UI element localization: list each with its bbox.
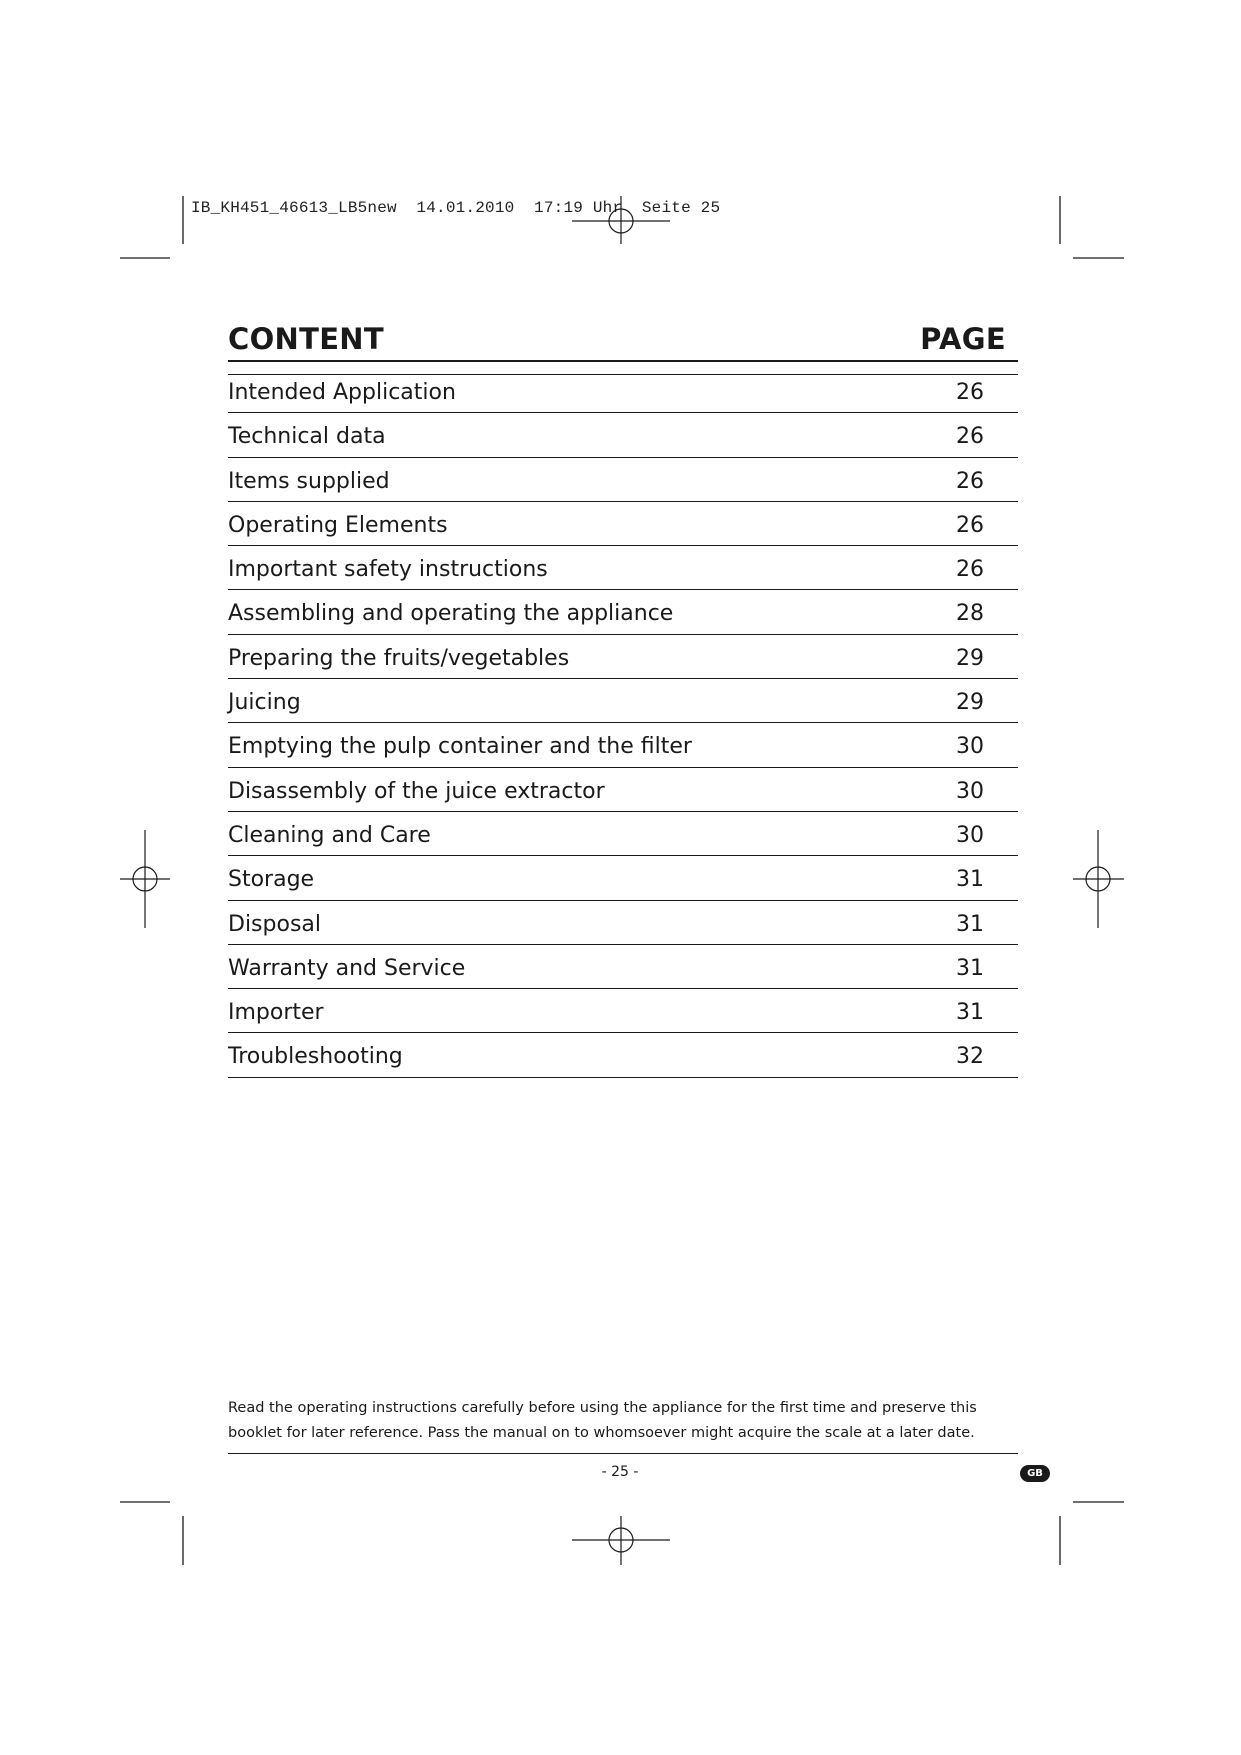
toc-entry-title: Juicing <box>228 690 301 716</box>
toc-entry-page: 26 <box>956 512 984 538</box>
toc-entry-title: Troubleshooting <box>228 1044 403 1070</box>
page-number: - 25 - <box>601 1464 639 1480</box>
toc-entry-title: Operating Elements <box>228 512 448 538</box>
toc-entry-title: Intended Application <box>228 380 456 405</box>
toc-entry[interactable] <box>228 729 1018 767</box>
toc-entry-page: 31 <box>956 911 984 937</box>
toc-entry-page: 30 <box>956 734 984 760</box>
toc-entry[interactable] <box>228 552 1018 590</box>
footer-note-line-2: booklet for later reference. Pass the manual on to whomsoever might acquire the scale at a later date. <box>228 1425 975 1441</box>
toc-entry-page: 30 <box>956 778 984 804</box>
footer-divider <box>228 1453 1018 1454</box>
toc-entry-title: Disposal <box>228 911 321 937</box>
toc-entry-title: Emptying the pulp container and the filter <box>228 734 692 760</box>
toc-entry[interactable] <box>228 508 1018 546</box>
toc-entry-title: Importer <box>228 1000 324 1026</box>
toc-entry[interactable] <box>228 1039 1018 1077</box>
toc-entry[interactable] <box>228 419 1018 457</box>
toc-entry-page: 29 <box>956 690 984 716</box>
toc-entry[interactable] <box>228 907 1018 945</box>
toc-entry[interactable] <box>228 995 1018 1033</box>
registration-mark-bottom <box>572 1516 670 1565</box>
footer-note-line-1: Read the operating instructions carefully before using the appliance for the first time and preserve this <box>228 1400 977 1416</box>
registration-mark-top <box>572 196 670 244</box>
toc-entry-title: Cleaning and Care <box>228 822 431 848</box>
toc-entry-page: 31 <box>956 867 984 893</box>
toc-entry-page: 26 <box>956 424 984 450</box>
toc-entry[interactable] <box>228 818 1018 856</box>
toc-list <box>228 374 1018 1084</box>
toc-entry[interactable] <box>228 685 1018 723</box>
toc-entry-page: 26 <box>956 468 984 494</box>
toc-entry-title: Technical data <box>228 424 386 450</box>
print-slug: IB_KH451_46613_LB5new 14.01.2010 17:19 Uhr Seite 25 <box>191 199 721 217</box>
toc-entry[interactable] <box>228 951 1018 989</box>
toc-entry-title: Disassembly of the juice extractor <box>228 778 605 804</box>
toc-entry-title: Important safety instructions <box>228 557 548 583</box>
toc-entry-title: Preparing the fruits/vegetables <box>228 645 570 671</box>
toc-entry[interactable] <box>228 375 1018 413</box>
registration-mark-right <box>1073 830 1124 928</box>
language-badge: GB <box>1020 1465 1050 1482</box>
toc-entry[interactable] <box>228 862 1018 900</box>
toc-entry-title: Assembling and operating the appliance <box>228 601 674 627</box>
toc-entry[interactable] <box>228 596 1018 634</box>
toc-entry-page: 31 <box>956 955 984 981</box>
registration-mark-left <box>120 830 170 928</box>
toc-entry-title: Items supplied <box>228 468 390 494</box>
toc-entry-page: 26 <box>956 380 984 405</box>
toc-entry-page: 32 <box>956 1044 984 1070</box>
toc-entry-page: 30 <box>956 822 984 848</box>
toc-entry-page: 31 <box>956 1000 984 1026</box>
toc-entry-page: 26 <box>956 557 984 583</box>
footer-note <box>228 1396 1018 1446</box>
toc-entry-page: 29 <box>956 645 984 671</box>
toc-heading <box>228 322 1018 362</box>
toc-entry[interactable] <box>228 774 1018 812</box>
toc-entry-page: 28 <box>956 601 984 627</box>
page-heading: PAGE <box>920 322 1006 356</box>
toc-entry[interactable] <box>228 464 1018 502</box>
toc-entry-title: Warranty and Service <box>228 955 466 981</box>
content-heading: CONTENT <box>228 322 384 356</box>
toc-entry-title: Storage <box>228 867 315 893</box>
toc-entry[interactable] <box>228 641 1018 679</box>
